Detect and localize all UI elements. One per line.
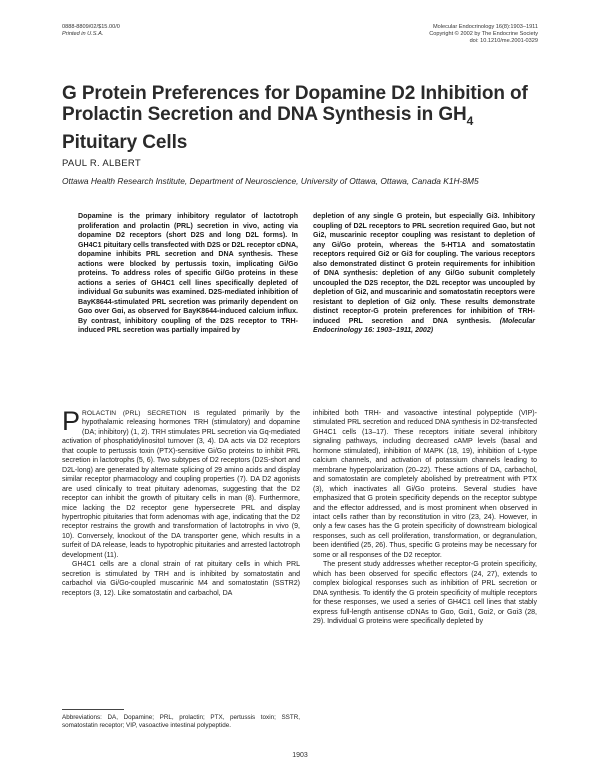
header-journal [429,24,538,45]
header-printed-line: Printed in U.S.A. [62,31,104,37]
title-line-2-main: Prolactin Secretion and DNA Synthesis in GH [62,104,467,125]
abstract-right-column [313,212,535,336]
body-paragraph-present-study: The present study addresses whether receptor-G protein specificity, which has been observed for specific effectors (24, 27), extends to complex biological responses such as inhibition of PRL secretion or DNA synthesis. To identify the G protein specificity of multiple receptors for these responses, we used a series of GH4C1 cell lines that stably express full-length antisense cDNAs to Gαo, Gαi1, Gαi2, or Gαi3 (28, 29). Individual G proteins were specifically depleted by [313,561,537,625]
body-right-column [313,409,537,626]
title-line-2 [62,104,552,132]
author-name: PAUL R. ALBERT [62,158,141,169]
abstract-citation: (Molecular Endocrinology 16: 1903–1911, 2002) [313,317,535,334]
title-line-1: G Protein Preferences for Dopamine D2 Inhibition of [62,83,528,104]
author-affiliation: Ottawa Health Research Institute, Department of Neuroscience, University of Ottawa, Ottawa, Canada K1H-8M5 [62,176,479,186]
intro-paragraph-text: regulated primarily by the hypothalamic releasing hormones TRH (stimulatory) and dopamine (DA; inhibitory) (1, 2). TRH stimulates PRL secretion via Gq-mediated activation of phosphatidylinositol turnover (3, 4). DA acts via D2 receptors that couple to pertussis toxin (PTX)-sensitive Gi/Go proteins to inhibit PRL secretion in lactotrophs (5, 6). Two subtypes of D2 receptors (D2S-short and D2L-long) are generated by alternate splicing of 29 amino acids and display similar receptor pharmacology and coupling properties (7). DA D2 agonists are used clinically to treat pituitary adenomas, suggesting that the D2 receptor can inhibit the growth of pituitary cells in man (8). Furthermore, mice lacking the D2 receptor gene hypersecrete PRL and display hypertrophic pituitaries that form adenomas with age, indicating that the D2 receptor restrains the growth and transformation of lactotrophs in vivo (9, 10). Conversely, knockout of the DA transporter gene, which results in a surfeit of DA release, leads to hypotrophic pituitaries and arrested lactotroph development (11). [62,410,301,559]
title-line-3: Pituitary Cells [62,131,188,153]
footnote-rule [62,709,124,710]
abbreviations-footnote: Abbreviations: DA, Dopamine; PRL, prolactin; PTX, pertussis toxin; SSTR, somatostatin receptor; VIP, vasoactive intestinal polypeptide. [62,714,300,730]
header-journal-line: Molecular Endocrinology 16(8):1903–1911 [432,24,538,30]
intro-lead-smallcaps: ROLACTIN (PRL) SECRETION IS [82,410,200,417]
dropcap-letter: P [62,406,81,436]
header-issn-line: 0888-8809/02/$15.00/0 [62,24,120,30]
title-line-2-sub: 4 [466,113,474,128]
abstract-right-text: depletion of any single G protein, but especially Gi3. Inhibitory coupling of D2L receptors to PRL secretion required Gαo, but not Gi2, muscarinic receptor coupling was resistant to depletion of any Gi/Go protein, whereas the 5-HT1A and somatostatin receptors required Gi2 or Gi3 for coupling. The various receptors also demonstrated distinct G protein requirements for inhibition of DNA synthesis: depletion of any Gi/Go subunit completely uncoupled the D2S receptor, the D2L receptor was uncoupled by depletion of Gi2, and muscarinic and somatostatin receptors were resistant to depletion of Gi2 only. These results demonstrate distinct receptor-G protein preferences for inhibition of TRH-induced PRL secretion and DNA synthesis. [313,213,535,325]
body-left-column [62,406,301,598]
body-paragraph-signaling: inhibited both TRH- and vasoactive intestinal polypeptide (VIP)-stimulated PRL secretion and reduced DNA synthesis in D2-transfected GH4C1 cells (13–17). These receptors initiate several inhibitory signaling pathways, including decreased cAMP levels (basal and hormone stimulated), inhibition of MAPK (18, 19), inhibition of L-type calcium channels, and activation of potassium channels leading to membrane hyperpolarization (20–22). These actions of DA, carbachol, and somatostatin are completely abolished by pretreatment with PTX (3), which inactivates all Gi/Go proteins. Several studies have emphasized that G protein specificity depends on the receptor subtype and the effector addressed, and is most prominent when observed in intact cells rather than by reconstitution in vitro (23, 24). However, in only a few cases has the G protein specificity of downstream biological responses, such as cell proliferation, transformation, or degranulation, been identified (25, 26). Thus, specific G proteins may be necessary for some or all responses of the D2 receptor. [313,410,537,559]
body-paragraph-intro [62,406,301,560]
abstract-left-column: Dopamine is the primary inhibitory regulator of lactotroph proliferation and prolactin (PRL) secretion in vivo, acting via dopamine D2 receptors (short D2S and long D2L forms). In GH4C1 pituitary cells transfected with D2S or D2L receptor cDNA, dopamine inhibits PRL secretion and DNA synthesis. These actions were blocked by pertussis toxin, implicating Gi/Go proteins. To address roles of specific Gi/Go proteins in these actions a series of GH4C1 cell lines specifically depleted of individual Gα subunits was examined. D2S-mediated inhibition of BayK8644-stimulated PRL secretion was primarily dependent on Gαo over Gαi, as observed for BayK8644-induced calcium influx. By contrast, inhibitory coupling of the D2S receptor to TRH-induced PRL secretion was partially impaired by [78,213,298,334]
header-doi-line: doi: 10.1210/me.2001-0329 [469,38,538,44]
header-copyright-line: Copyright © 2002 by The Endocrine Society [429,31,538,37]
article-title [62,83,552,153]
page-number: 1903 [292,752,308,759]
header-issn [62,24,120,38]
body-paragraph-gh4c1: GH4C1 cells are a clonal strain of rat pituitary cells in which PRL secretion is stimulated by TRH and is inhibited by somatostatin and carbachol via Gi/Go-coupled muscarinic M4 and somatostatin (SSTR2) receptors (3, 12). Like somatostatin and carbachol, DA [62,561,300,597]
